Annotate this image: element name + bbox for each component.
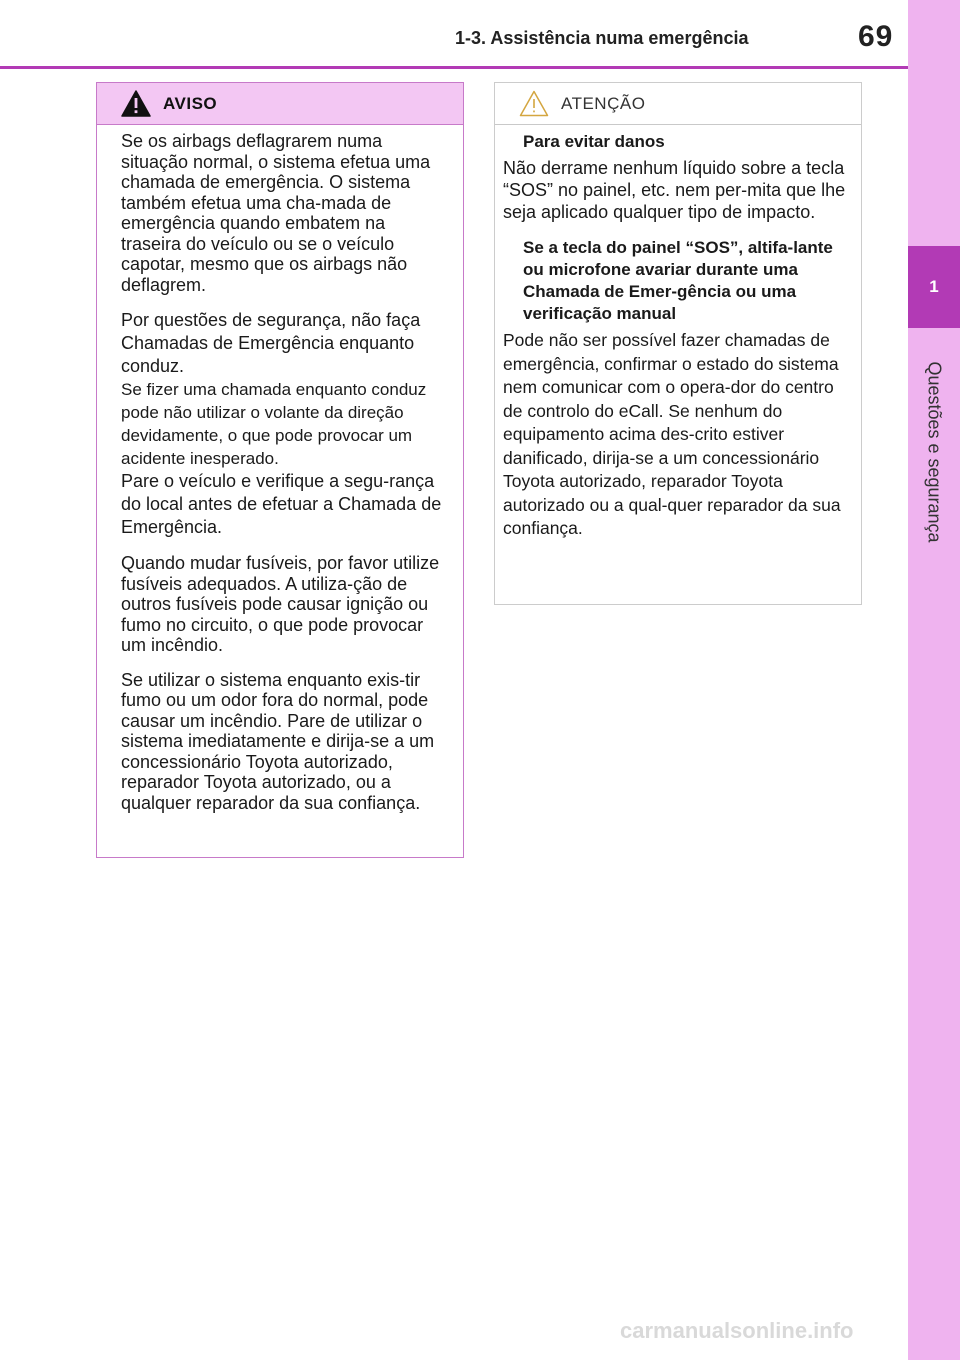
page-number: 69 [858,20,894,53]
warning-paragraph: Se os airbags deflagrarem numa situação normal, o sistema efetua uma chamada de emergência. O sistema também efetua uma cha-mada de emergência quando embatem na traseira do veículo ou se o veículo capotar, mesmo que os airbags não deflagrem. [121,131,431,295]
caution-box [494,82,862,605]
warning-paragraph: Se utilizar o sistema enquanto exis-tir fumo ou um odor fora do normal, pode causar um incêndio. Pare de utilizar o sistema imediatamente e dirija-se a um concessionário Toyota autorizado, reparador Toyota autorizado, ou a qualquer reparador da sua confiança. [121,669,435,813]
caution-text: Pode não ser possível fazer chamadas de emergência, confirmar o estado do sistema nem comunicar com o opera-dor do centro de controlo do eCall. Se nenhum do equipamento acima des-crito estiver danificado, dirija-se a um concessionário Toyota autorizado, reparador Toyota autorizado ou a qual-quer reparador da sua confiança. [503,330,841,538]
header-rule [0,66,908,69]
warning-paragraph: Pare o veículo e verifique a segu-rança do local antes de efetuar a Chamada de Emergência. [121,471,442,537]
warning-paragraph: Quando mudar fusíveis, por favor utilize fusíveis adequados. A utiliza-ção de outros fusíveis pode causar ignição ou fumo no circuito, o que pode provocar um incêndio. [121,553,440,655]
caution-header [495,83,861,125]
warning-icon [121,90,151,117]
caution-text: Não derrame nenhum líquido sobre a tecla “SOS” no painel, etc. nem per-mita que lhe seja aplicado qualquer tipo de impacto. [503,158,846,222]
warning-paragraph: Se fizer uma chamada enquanto conduz pode não utilizar o volante da direção devidamente, o que pode provocar um acidente inesperado. [121,380,427,468]
chapter-label: Questões e segurança [924,361,945,543]
caution-subhead: Se a tecla do painel “SOS”, altifa-lante ou microfone avariar durante uma Chamada de Emer-gência ou uma verificação manual [523,238,833,323]
warning-header [97,83,463,125]
warning-title: AVISO [163,93,218,113]
section-title: 1-3. Assistência numa emergência [455,28,749,48]
side-band [908,0,960,1360]
caution-title: ATENÇÃO [561,93,646,113]
warning-box [96,82,464,858]
warning-paragraph: Por questões de segurança, não faça Chamadas de Emergência enquanto conduz. [121,310,421,376]
caution-subhead: Para evitar danos [523,132,665,151]
caution-body [495,125,861,541]
watermark: carmanualsonline.info [620,1318,854,1343]
caution-icon [519,90,549,117]
chapter-tab: 1 [908,246,960,328]
warning-body [97,125,463,813]
